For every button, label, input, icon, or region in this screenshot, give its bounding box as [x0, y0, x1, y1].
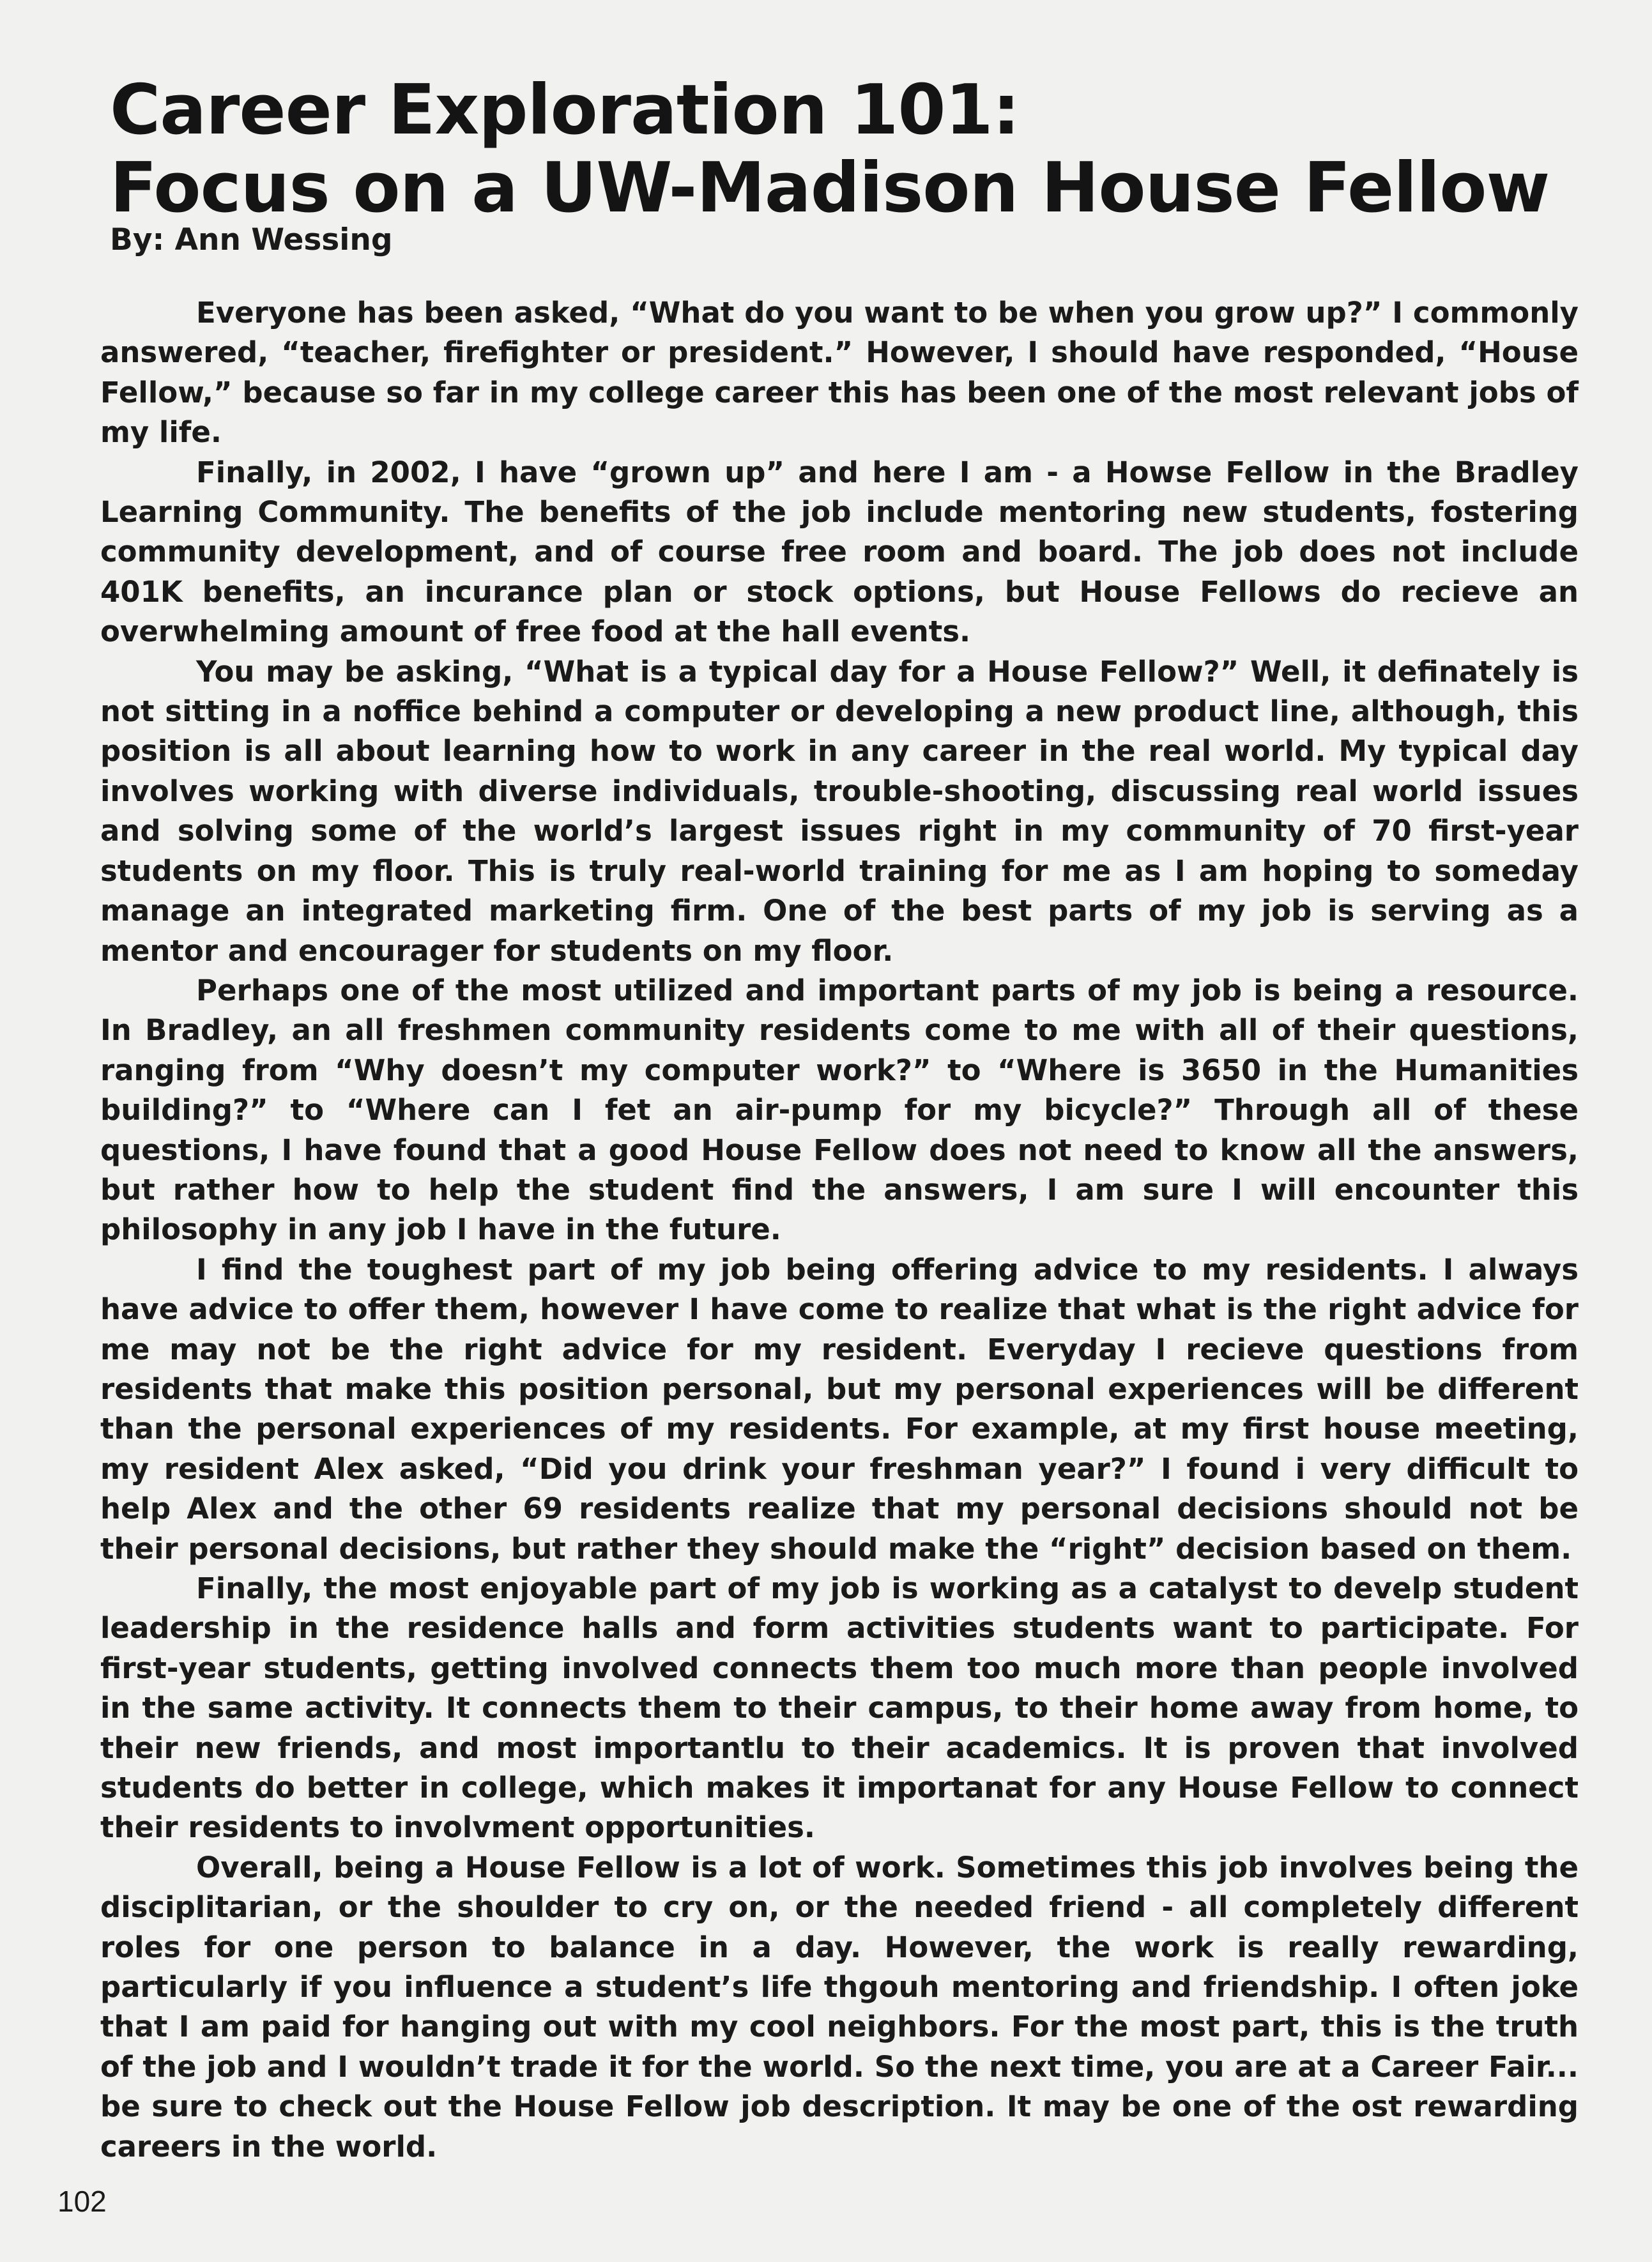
- article-paragraph: You may be asking, “What is a typical day for a House Fellow?” Well, it definately is not sitting in a noffice behind a computer or developing a new product line, although, this position is all about learning how to work in any career in the real world. My typical day involves working with diverse individuals, trouble-shooting, discussing real world issues and solving some of the world’s largest issues right in my community of 70 first-year students on my floor. This is truly real-world training for me as I am hoping to someday manage an integrated marketing firm. One of the best parts of my job is serving as a mentor and encourager for students on my floor.: [100, 654, 1579, 968]
- article-paragraph: Perhaps one of the most utilized and important parts of my job is being a resource. In Bradley, an all freshmen community residents come to me with all of their questions, ranging from “Why doesn’t my computer work?” to “Where is 3650 in the Humanities building?” to “Where can I fet an air-pump for my bicycle?” Through all of these questions, I have found that a good House Fellow does not need to know all the answers, but rather how to help the student find the answers, I am sure I will encounter this philosophy in any job I have in the future.: [100, 973, 1579, 1247]
- article-paragraph: I find the toughest part of my job being offering advice to my residents. I always have advice to offer them, however I have come to realize that what is the right advice for me may not be the right advice for my resident. Everyday I recieve questions from residents that make this position personal, but my personal experiences will be different than the personal experiences of my residents. For example, at my first house meeting, my resident Alex asked, “Did you drink your freshman year?” I found i very difficult to help Alex and the other 69 residents realize that my personal decisions should not be their personal decisions, but rather they should make the “right” decision based on them.: [100, 1252, 1579, 1566]
- article-title-line-2: Focus on a UW-Madison House Fellow: [110, 148, 1550, 228]
- article-title-line-1: Career Exploration 101:: [110, 70, 1020, 150]
- page-number: 102: [57, 2185, 107, 2218]
- article-paragraph: Overall, being a House Fellow is a lot of work. Sometimes this job involves being the disciplitarian, or the shoulder to cry on, or the needed friend - all completely different roles for one person to balance in a day. However, the work is really rewarding, particularly if you influence a student’s life thgouh mentoring and friendship. I often joke that I am paid for hanging out with my cool neighbors. For the most part, this is the truth of the job and I wouldn’t trade it for the world. So the next time, you are at a Career Fair... be sure to check out the House Fellow job description. It may be one of the ost rewarding careers in the world.: [100, 1850, 1579, 2164]
- article-paragraph: Everyone has been asked, “What do you want to be when you grow up?” I commonly answered, “teacher, firefighter or president.” However, I should have responded, “House Fellow,” because so far in my college career this has been one of the most relevant jobs of my life.: [100, 296, 1579, 450]
- article-paragraph: Finally, the most enjoyable part of my job is working as a catalyst to develp student leadership in the residence halls and form activities students want to participate. For first-year students, getting involved connects them too much more than people involved in the same activity. It connects them to their campus, to their home away from home, to their new friends, and most importantlu to their academics. It is proven that involved students do better in college, which makes it importanat for any House Fellow to connect their residents to involvment opportunities.: [100, 1571, 1579, 1845]
- byline: By: Ann Wessing: [110, 222, 393, 257]
- article-body: [100, 293, 1579, 2167]
- article-title: [110, 72, 1618, 227]
- article-paragraph: Finally, in 2002, I have “grown up” and here I am - a Howse Fellow in the Bradley Learning Community. The benefits of the job include mentoring new students, fostering community development, and of course free room and board. The job does not include 401K benefits, an incurance plan or stock options, but House Fellows do recieve an overwhelming amount of free food at the hall events.: [100, 455, 1579, 649]
